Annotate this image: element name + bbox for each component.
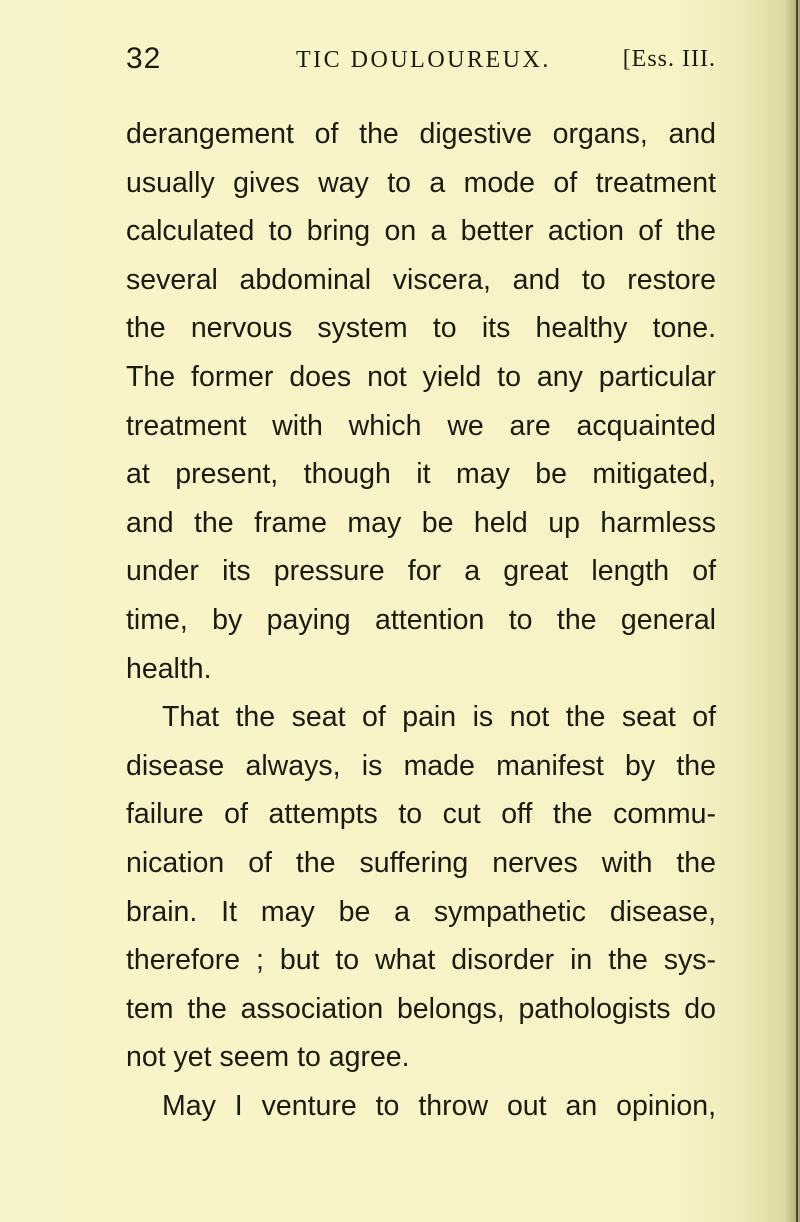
page-number: 32 — [126, 42, 162, 75]
body-text — [126, 110, 716, 1130]
text-line: the nervous system to its healthy tone. — [126, 312, 716, 345]
running-head — [126, 42, 716, 82]
running-title: TIC DOULOUREUX. — [296, 47, 551, 73]
text-line: brain. It may be a sympathetic disease, — [126, 895, 716, 928]
text-line: May I venture to throw out an opinion, — [162, 1089, 716, 1122]
text-line: failure of attempts to cut off the commu- — [126, 798, 716, 831]
text-line: That the seat of pain is not the seat of — [162, 701, 716, 734]
text-line: nication of the suffering nerves with the — [126, 846, 716, 879]
text-line: therefore ; but to what disorder in the sys- — [126, 944, 716, 977]
text-line: health. — [126, 652, 212, 685]
text-line: time, by paying attention to the general — [126, 603, 716, 636]
text-line: several abdominal viscera, and to restore — [126, 263, 716, 296]
text-line: derangement of the digestive organs, and — [126, 118, 716, 150]
text-line: and the frame may be held up harmless — [126, 506, 716, 539]
essay-label: [Ess. III. — [622, 46, 716, 72]
text-line: disease always, is made manifest by the — [126, 749, 716, 782]
text-line: usually gives way to a mode of treatment — [126, 166, 716, 199]
text-line: The former does not yield to any particular — [126, 360, 716, 393]
text-line: not yet seem to agree. — [126, 1041, 410, 1074]
text-line: under its pressure for a great length of — [126, 555, 716, 588]
text-line: treatment with which we are acquainted — [126, 409, 716, 442]
text-line: calculated to bring on a better action of the — [126, 215, 716, 248]
text-line: tem the association belongs, pathologists do — [126, 992, 716, 1025]
text-line: at present, though it may be mitigated, — [126, 458, 716, 491]
page-edge-line — [796, 0, 798, 1222]
